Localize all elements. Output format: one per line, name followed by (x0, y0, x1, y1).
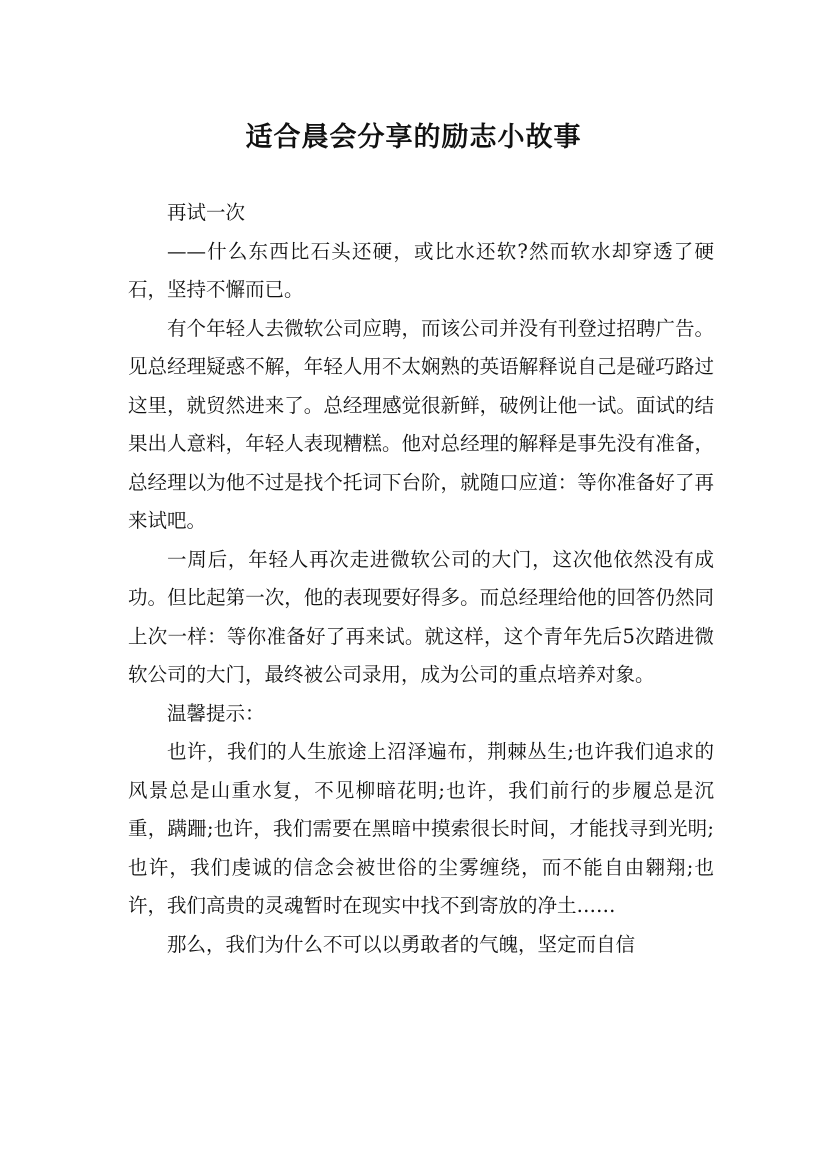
story-paragraph-1: 有个年轻人去微软公司应聘，而该公司并没有刊登过招聘广告。见总经理疑惑不解，年轻人用不太娴熟的英语解释说自己是碰巧路过这里，就贸然进来了。总经理感觉很新鲜，破例让他一试。面试的结果出人意料，年轻人表现糟糕。他对总经理的解释是事先没有准备，总经理以为他不过是找个托词下台阶，就随口应道：等你准备好了再来试吧。 (128, 316, 714, 532)
epigraph-paragraph: ——什么东西比石头还硬，或比水还软?然而软水却穿透了硬石，坚持不懈而已。 (128, 239, 714, 301)
tip-heading: 温馨提示： (167, 701, 265, 725)
section-heading: 再试一次 (167, 201, 246, 224)
tip-paragraph-2: 那么，我们为什么不可以以勇敢者的气魄，坚定而自信 (167, 932, 636, 956)
document-body (128, 194, 714, 964)
tip-paragraph-1: 也许，我们的人生旅途上沼泽遍布，荆棘丛生;也许我们追求的风景总是山重水复，不见柳暗花明;也许，我们前行的步履总是沉重，蹒跚;也许，我们需要在黑暗中摸索很长时间，才能找寻到光明;也许，我们虔诚的信念会被世俗的尘雾缠绕，而不能自由翱翔;也许，我们高贵的灵魂暂时在现实中找不到寄放的净土…… (128, 740, 714, 917)
document-title: 适合晨会分享的励志小故事 (245, 122, 582, 154)
story-paragraph-2: 一周后，年轻人再次走进微软公司的大门，这次他依然没有成功。但比起第一次，他的表现要好得多。而总经理给他的回答仍然同上次一样：等你准备好了再来试。就这样，这个青年先后5次踏进微软公司的大门，最终被公司录用，成为公司的重点培养对象。 (128, 547, 714, 686)
